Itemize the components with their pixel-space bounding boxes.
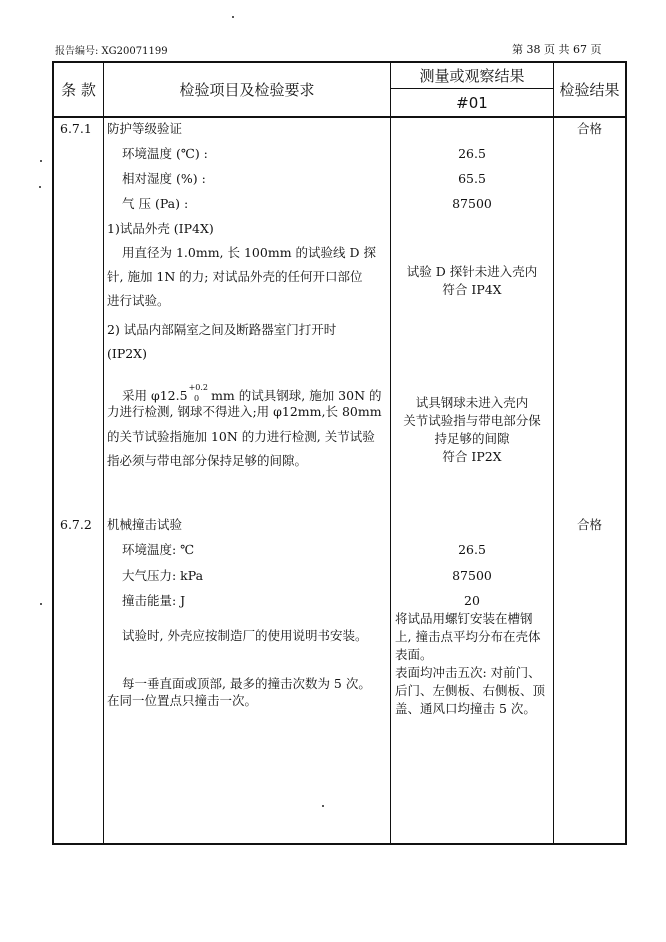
page-info: 第 38 页 共 67 页	[512, 43, 602, 56]
table-left-rule	[52, 61, 54, 845]
s2-title: 机械撞击试验	[107, 517, 183, 532]
col-header-measure: 测量或观察结果	[419, 67, 525, 85]
table-right-rule	[625, 61, 627, 845]
clause-6-7-1: 6.7.1	[60, 121, 92, 136]
col-header-clause: 条 款	[61, 81, 96, 99]
col-divider-3	[553, 61, 554, 845]
s1-p2-line: 的关节试验指施加 10N 的力进行检测, 关节试验	[107, 429, 375, 444]
s1-p2-line: 力进行检测, 钢球不得进入;用 φ12mm,长 80mm	[107, 404, 382, 419]
s1-p2-measure: 持足够的间隙	[434, 431, 510, 446]
s1-p1-measure: 符合 IP4X	[442, 282, 502, 297]
s2-requirement: 在同一位置点只撞击一次。	[107, 693, 258, 708]
s1-env-value: 65.5	[458, 171, 486, 186]
s2-env-label: 大气压力: kPa	[122, 568, 204, 583]
s1-p2-line: 指必须与带电部分保持足够的间隙。	[107, 453, 308, 468]
col-header-item: 检验项目及检验要求	[179, 81, 315, 99]
s1-p2-title: 2) 试品内部隔室之间及断路器室门打开时	[107, 322, 337, 337]
tolerance-sub: 0	[194, 394, 200, 403]
scan-speck	[322, 805, 324, 807]
s1-env-label: 环境温度 (℃) :	[122, 146, 208, 161]
s2-measure: 后门、左侧板、右侧板、顶	[395, 683, 546, 698]
s2-measure: 将试品用螺钉安装在槽钢	[395, 611, 533, 626]
s1-p1-line: 进行试验。	[107, 293, 170, 308]
s2-env-label: 环境温度: ℃	[122, 542, 195, 557]
table-bottom-rule	[52, 843, 627, 845]
col-header-sample: #01	[456, 93, 488, 112]
s2-env-value: 87500	[452, 568, 492, 583]
scan-speck	[40, 603, 42, 605]
s1-title: 防护等级验证	[107, 121, 183, 136]
tolerance-sup: +0.2	[188, 383, 208, 392]
s2-measure: 上, 撞击点平均分布在壳体	[395, 629, 541, 644]
report-number: 报告编号: XG20071199	[55, 46, 168, 57]
scan-speck	[232, 16, 234, 18]
s2-measure: 表面。	[395, 647, 433, 662]
s2-result: 合格	[576, 517, 602, 532]
scan-speck	[39, 186, 41, 188]
s1-p2-text: mm 的试具钢球, 施加 30N 的	[207, 388, 382, 403]
s1-result: 合格	[576, 121, 602, 136]
s2-env-label: 撞击能量: J	[122, 593, 186, 608]
s2-requirement: 每一垂直面或顶部, 最多的撞击次数为 5 次。	[122, 676, 371, 691]
s1-p1-line: 用直径为 1.0mm, 长 100mm 的试验线 D 探	[122, 245, 376, 260]
col-header-result: 检验结果	[559, 81, 620, 99]
s1-env-value: 87500	[452, 196, 492, 211]
s1-p2-measure: 符合 IP2X	[442, 449, 502, 464]
s1-p2-title: (IP2X)	[107, 346, 147, 361]
s1-env-value: 26.5	[458, 146, 486, 161]
col-divider-1	[103, 61, 104, 845]
s2-measure: 盖、通风口均撞击 5 次。	[395, 701, 536, 716]
s1-env-label: 相对湿度 (%) :	[122, 171, 206, 186]
s2-measure: 表面均冲击五次: 对前门、	[395, 665, 541, 680]
s1-p1-title: 1)试品外壳 (IP4X)	[107, 221, 214, 236]
s1-env-label: 气 压 (Pa) :	[122, 196, 189, 211]
clause-6-7-2: 6.7.2	[60, 517, 92, 532]
s2-requirement: 试验时, 外壳应按制造厂的使用说明书安装。	[122, 628, 368, 643]
header-bottom-rule	[52, 116, 627, 118]
s1-p1-measure: 试验 D 探针未进入壳内	[406, 264, 538, 279]
s1-p2-measure: 试具钢球未进入壳内	[415, 395, 529, 410]
s1-p1-line: 针, 施加 1N 的力; 对试品外壳的任何开口部位	[107, 269, 363, 284]
s1-p2-measure: 关节试验指与带电部分保	[403, 413, 541, 428]
scan-speck	[40, 160, 42, 162]
s1-p2-text: 采用 φ12.5	[122, 388, 188, 403]
s2-env-value: 26.5	[458, 542, 486, 557]
s2-env-value: 20	[464, 593, 480, 608]
